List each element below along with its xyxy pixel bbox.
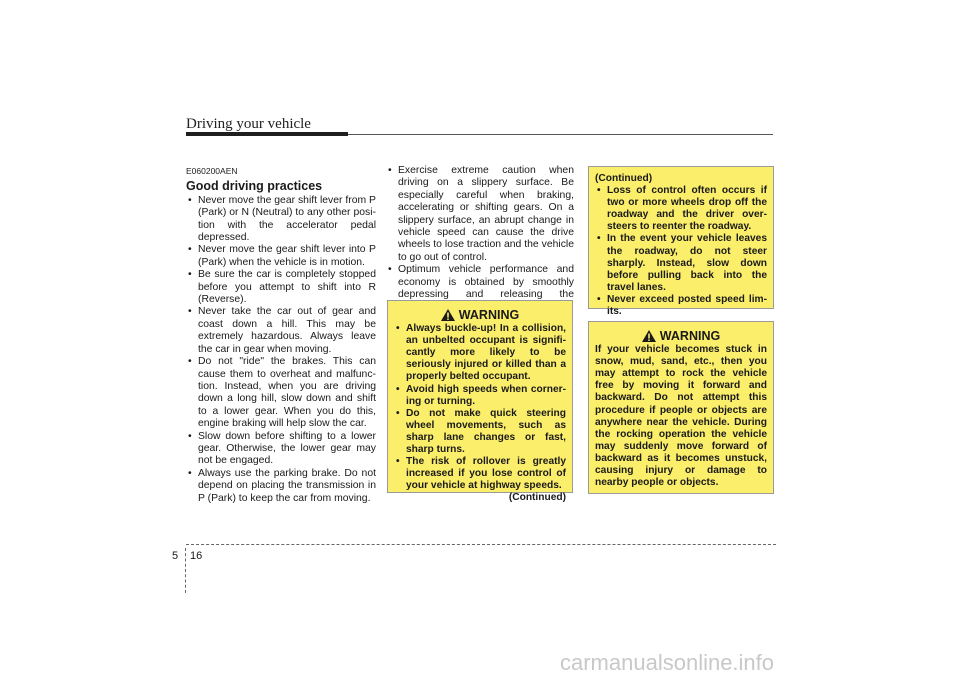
chapter-number: 5 (172, 550, 179, 562)
section-heading: Good driving practices (186, 179, 323, 194)
footer-vertical-rule (185, 548, 186, 593)
section-code: E060200AEN (186, 166, 238, 176)
header-rule-thick (186, 132, 348, 136)
warning-triangle-icon (441, 309, 455, 321)
warning-title-row (394, 309, 566, 321)
warning-box-stuck (588, 321, 774, 494)
middle-column (386, 165, 574, 314)
list-item: • Exercise extreme caution when driving on a slippery surface. Be especially careful when braking, accelerating or shifting gears. On a slippery surface, an abrupt change in vehicle speed can cause the drive wheels to lose traction and the vehicle to go out of control. (386, 165, 574, 264)
list-item: • In the event your vehicle leaves the roadway, do not steer sharply. Instead, slow down before pulling back into the travel lanes. (595, 233, 767, 293)
footer-rule (186, 544, 776, 545)
warning-title-row (595, 330, 767, 342)
list-item: • Always use the parking brake. Do not depend on placing the transmission in P (Park) to keep the car from moving. (186, 468, 376, 505)
list-item: • Do not make quick steering wheel movements, such as sharp lane changes or fast, sharp turns. (394, 408, 566, 456)
list-item: • Never take the car out of gear and coast down a hill. This may be extremely hazardous. Always leave the car in gear when moving. (186, 306, 376, 356)
watermark: carmanualsonline.info (560, 650, 775, 675)
continued-label: (Continued) (508, 492, 566, 504)
list-item: • Optimum vehicle performance and economy is obtained by smoothly depressing and releasing the (386, 264, 574, 314)
list-item: • Do not "ride" the brakes. This can cause them to overheat and malfunc-tion. Instead, when you are driving down a long hill, slow down and shift to a lower gear. When you do this, engine braking will help slow the car. (186, 356, 376, 430)
page-header-title: Driving your vehicle (186, 116, 311, 132)
warning-list (595, 185, 767, 318)
warning-box-continued (588, 166, 774, 318)
list-item: • Slow down before shifting to a lower gear. Otherwise, the lower gear may not be engaged. (186, 431, 376, 468)
warning-list (394, 323, 566, 492)
practices-list-2 (386, 165, 574, 314)
list-item: • Never move the gear shift lever into P (Park) when the vehicle is in motion. (186, 244, 376, 269)
continued-heading: (Continued) (595, 173, 653, 184)
header-rule-thin (348, 134, 773, 135)
warning-title: WARNING (659, 329, 721, 343)
list-item: • Loss of control often occurs if two or more wheels drop off the roadway and the driver over-steers to reenter the roadway. (595, 185, 767, 233)
warning-triangle-icon (642, 330, 656, 342)
left-column (186, 165, 376, 505)
warning-box-seatbelt (387, 300, 573, 504)
list-item: • Avoid high speeds when corner-ing or turning. (394, 384, 566, 408)
page-number: 16 (190, 550, 203, 562)
list-item: • Be sure the car is completely stopped before you attempt to shift into R (Reverse). (186, 269, 376, 306)
list-item: • Never move the gear shift lever from P (Park) or N (Neutral) to any other posi-tion with the accelerator pedal depressed. (186, 195, 376, 245)
list-item: • Always buckle-up! In a collision, an unbelted occupant is signifi-cantly more likely to be seriously injured or killed than a properly belted occupant. (394, 323, 566, 383)
warning-title: WARNING (458, 308, 520, 322)
warning-text: If your vehicle becomes stuck in snow, mud, sand, etc., then you may attempt to rock the vehicle free by moving it forward and backward. Do not attempt this procedure if people or objects are anywhere near the vehicle. During the rocking operation the vehicle may suddenly move forward of backward as it becomes unstuck, causing injury or damage to nearby people or objects. (595, 344, 767, 489)
practices-list-1 (186, 195, 376, 505)
list-item: • The risk of rollover is greatly increased if you lose control of your vehicle at highway speeds. (394, 456, 566, 492)
list-item: • Never exceed posted speed lim-its. (595, 294, 767, 318)
